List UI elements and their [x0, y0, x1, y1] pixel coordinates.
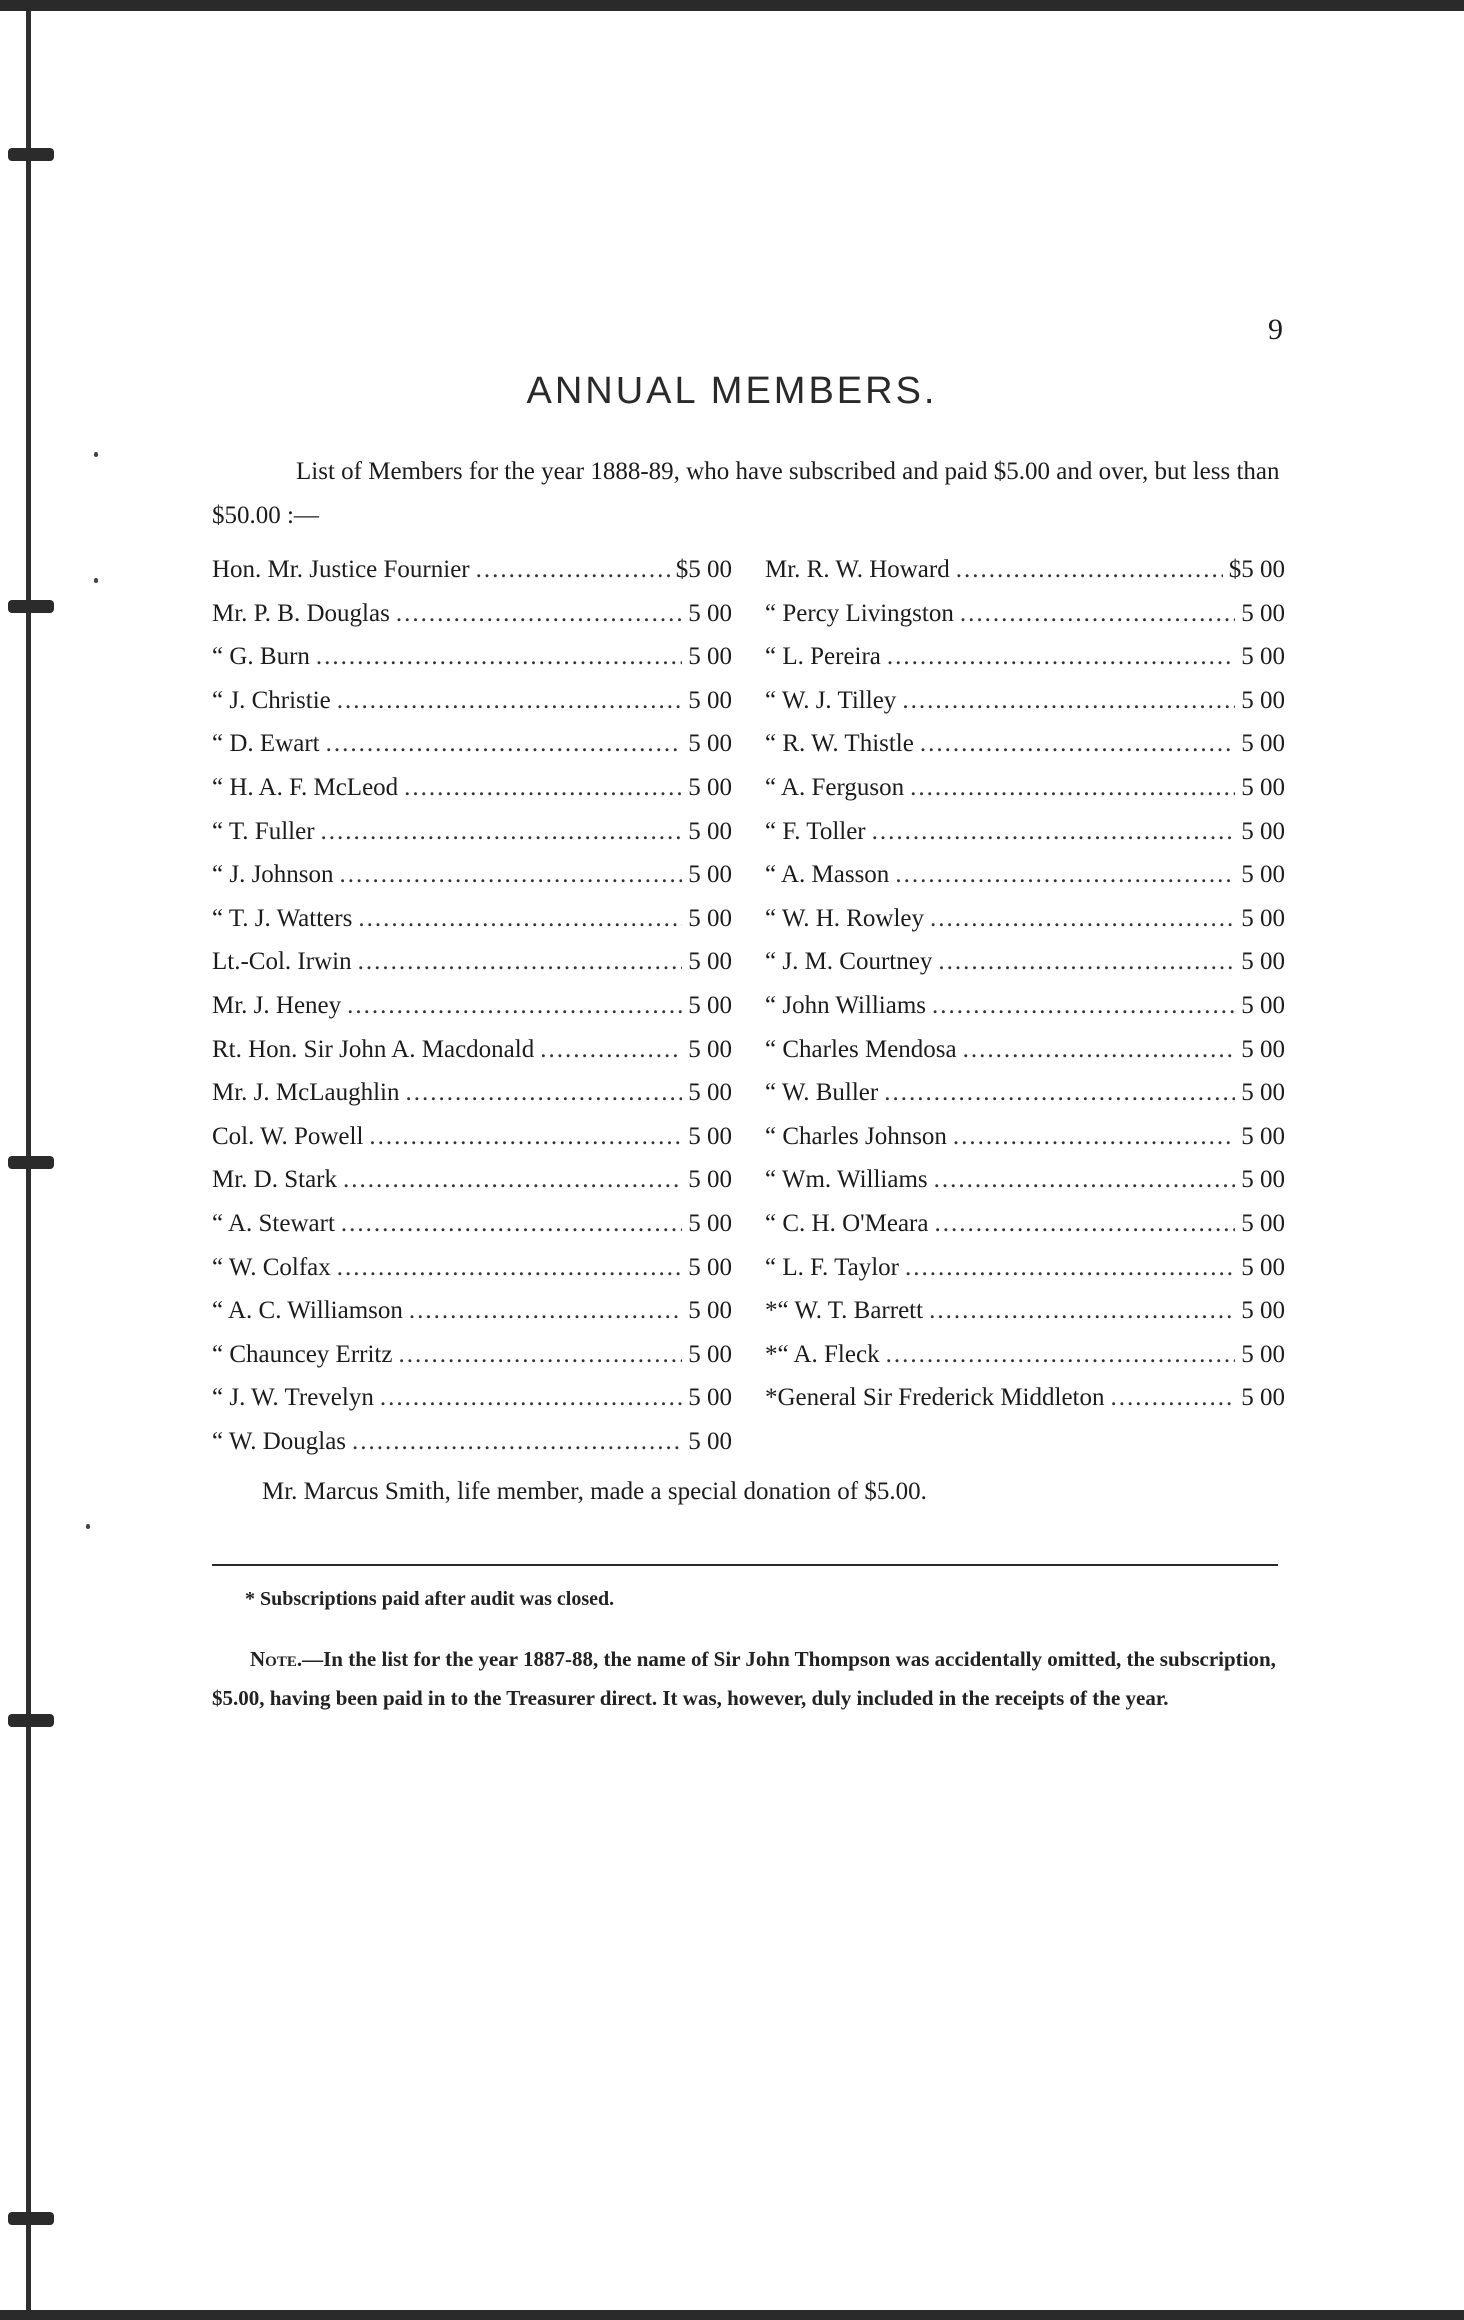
member-row — [212, 948, 732, 992]
dot-leader — [910, 774, 1235, 802]
asterisk-footnote: * Subscriptions paid after audit was closed. — [245, 1588, 615, 1610]
member-amount: $5 00 — [675, 556, 732, 583]
member-name: Mr. R. W. Howard — [765, 556, 950, 583]
member-amount: 5 00 — [688, 773, 732, 801]
member-amount: 5 00 — [1241, 686, 1285, 714]
member-row — [212, 1341, 732, 1385]
member-name: “ W. Douglas — [212, 1427, 347, 1455]
dot-leader — [347, 992, 682, 1020]
member-name: “ R. W. Thistle — [765, 730, 914, 758]
member-amount: 5 00 — [688, 1384, 732, 1412]
member-amount: 5 00 — [688, 1427, 732, 1455]
member-amount: 5 00 — [688, 817, 732, 845]
dot-leader — [920, 730, 1235, 758]
note-label: Note. — [250, 1647, 303, 1671]
member-name: “ John Williams — [765, 991, 927, 1019]
dot-leader — [872, 818, 1236, 846]
dot-leader — [343, 1166, 682, 1194]
member-name: Hon. Mr. Justice Fournier — [212, 556, 470, 583]
member-name: Rt. Hon. Sir John A. Macdonald — [212, 1035, 535, 1063]
member-amount: 5 00 — [688, 730, 732, 758]
member-row — [212, 1254, 732, 1298]
dot-leader — [340, 861, 683, 889]
binding-stitch — [8, 148, 54, 161]
special-donation-note: Mr. Marcus Smith, life member, made a special donation of $5.00. — [262, 1478, 927, 1505]
member-name: “ W. J. Tilley — [765, 686, 897, 714]
member-amount: 5 00 — [1241, 1209, 1285, 1237]
member-name: “ G. Burn — [212, 643, 310, 671]
member-amount: 5 00 — [688, 1035, 732, 1063]
member-row — [212, 861, 732, 905]
member-row — [765, 1123, 1285, 1167]
member-row — [212, 1123, 732, 1167]
dot-leader — [932, 992, 1235, 1020]
member-row — [765, 643, 1285, 687]
member-amount: 5 00 — [1241, 1253, 1285, 1281]
member-row — [765, 1210, 1285, 1254]
member-name: “ A. Stewart — [212, 1209, 335, 1237]
members-list-left — [212, 556, 732, 1471]
note-paragraph — [212, 1640, 1282, 1718]
member-row — [765, 905, 1285, 949]
dot-leader — [884, 1079, 1235, 1107]
member-name: Mr. J. McLaughlin — [212, 1079, 400, 1107]
member-name: “ A. C. Williamson — [212, 1297, 403, 1325]
member-amount: 5 00 — [688, 948, 732, 976]
member-row — [765, 1036, 1285, 1080]
member-amount: 5 00 — [1241, 1122, 1285, 1150]
member-amount: 5 00 — [688, 686, 732, 714]
dot-leader — [326, 730, 683, 758]
member-row — [212, 600, 732, 644]
member-name: “ W. H. Rowley — [765, 904, 925, 932]
member-amount: 5 00 — [688, 599, 732, 627]
binding-stitch — [8, 600, 54, 613]
member-row — [212, 905, 732, 949]
paper-speck — [94, 578, 98, 583]
member-row — [765, 1341, 1285, 1385]
member-row — [765, 1079, 1285, 1123]
member-amount: 5 00 — [688, 1297, 732, 1325]
member-row — [765, 1166, 1285, 1210]
dot-leader — [934, 1166, 1236, 1194]
member-row — [212, 1428, 732, 1472]
member-amount: 5 00 — [688, 1253, 732, 1281]
member-name: “ J. W. Trevelyn — [212, 1384, 374, 1412]
dot-leader — [902, 687, 1235, 715]
member-amount: 5 00 — [1241, 1297, 1285, 1325]
dot-leader — [956, 556, 1223, 584]
dot-leader — [369, 1123, 682, 1151]
member-row — [765, 1254, 1285, 1298]
member-amount: 5 00 — [1241, 817, 1285, 845]
member-amount: 5 00 — [1241, 1079, 1285, 1107]
member-row — [212, 1384, 732, 1428]
member-amount: 5 00 — [1241, 599, 1285, 627]
member-row — [212, 1166, 732, 1210]
member-amount: 5 00 — [1241, 1384, 1285, 1412]
dot-leader — [406, 1079, 683, 1107]
member-row — [765, 818, 1285, 862]
member-name: “ H. A. F. McLeod — [212, 773, 399, 801]
dot-leader — [886, 1341, 1236, 1369]
dot-leader — [1111, 1384, 1236, 1412]
member-amount: 5 00 — [688, 1340, 732, 1368]
dot-leader — [404, 774, 682, 802]
dot-leader — [960, 600, 1235, 628]
dot-leader — [895, 861, 1235, 889]
member-amount: 5 00 — [688, 904, 732, 932]
member-name: “ Wm. Williams — [765, 1166, 928, 1194]
member-name: “ T. J. Watters — [212, 904, 353, 932]
member-name: Col. W. Powell — [212, 1122, 364, 1150]
member-name: *“ A. Fleck — [765, 1340, 880, 1368]
member-row — [765, 1384, 1285, 1428]
member-name: “ Chauncey Erritz — [212, 1340, 393, 1368]
member-name: “ F. Toller — [765, 817, 866, 845]
member-name: “ Charles Mendosa — [765, 1035, 957, 1063]
binding-stitch — [8, 1156, 54, 1169]
member-name: “ L. Pereira — [765, 643, 881, 671]
member-row — [212, 774, 732, 818]
member-amount: 5 00 — [688, 643, 732, 671]
dot-leader — [352, 1428, 682, 1456]
member-row — [765, 730, 1285, 774]
dot-leader — [316, 643, 682, 671]
member-name: “ A. Masson — [765, 861, 890, 889]
member-amount: 5 00 — [1241, 1035, 1285, 1063]
member-row — [765, 556, 1285, 600]
member-row — [212, 1210, 732, 1254]
dot-leader — [953, 1123, 1235, 1151]
paper-speck — [86, 1524, 90, 1529]
dot-leader — [934, 1210, 1235, 1238]
dot-leader — [358, 905, 682, 933]
member-amount: 5 00 — [688, 1079, 732, 1107]
dot-leader — [398, 1341, 682, 1369]
member-name: Lt.-Col. Irwin — [212, 948, 352, 976]
member-name: “ Charles Johnson — [765, 1122, 947, 1150]
member-amount: 5 00 — [688, 1209, 732, 1237]
dot-leader — [341, 1210, 682, 1238]
member-row — [212, 992, 732, 1036]
dot-leader — [929, 1297, 1235, 1325]
member-row — [212, 730, 732, 774]
dot-leader — [409, 1297, 682, 1325]
dot-leader — [396, 600, 682, 628]
member-amount: 5 00 — [1241, 948, 1285, 976]
member-name: “ W. Buller — [765, 1079, 879, 1107]
member-row — [212, 687, 732, 731]
member-name: “ D. Ewart — [212, 730, 320, 758]
dot-leader — [337, 687, 683, 715]
member-row — [212, 1079, 732, 1123]
member-row — [212, 818, 732, 862]
binding-stitch — [8, 2212, 54, 2225]
member-name: “ J. Christie — [212, 686, 331, 714]
member-row — [212, 643, 732, 687]
dot-leader — [476, 556, 670, 584]
member-name: Mr. J. Heney — [212, 991, 342, 1019]
page-title: ANNUAL MEMBERS. — [526, 370, 938, 412]
member-name: “ J. M. Courtney — [765, 948, 933, 976]
member-name: *“ W. T. Barrett — [765, 1297, 924, 1325]
member-row — [765, 861, 1285, 905]
dot-leader — [930, 905, 1235, 933]
member-name: “ W. Colfax — [212, 1253, 331, 1281]
member-name: Mr. D. Stark — [212, 1166, 337, 1194]
member-name: “ L. F. Taylor — [765, 1253, 899, 1281]
member-amount: 5 00 — [1241, 1166, 1285, 1194]
member-amount: 5 00 — [1241, 1340, 1285, 1368]
member-amount: 5 00 — [688, 1122, 732, 1150]
member-name: “ Percy Livingston — [765, 599, 954, 627]
scan-top-edge — [0, 0, 1464, 11]
dot-leader — [905, 1254, 1235, 1282]
intro-paragraph: List of Members for the year 1888-89, who have subscribed and paid $5.00 and over, but less than $50.00 :— — [212, 458, 1280, 529]
dot-leader — [938, 948, 1235, 976]
member-name: Mr. P. B. Douglas — [212, 599, 390, 627]
member-amount: 5 00 — [1241, 861, 1285, 889]
member-row — [212, 556, 732, 600]
member-row — [765, 992, 1285, 1036]
member-row — [765, 1297, 1285, 1341]
member-amount: 5 00 — [1241, 991, 1285, 1019]
member-row — [765, 948, 1285, 992]
member-row — [212, 1036, 732, 1080]
member-amount: $5 00 — [1228, 556, 1285, 583]
page-number: 9 — [1268, 313, 1283, 346]
members-list-right — [765, 556, 1285, 1428]
dot-leader — [887, 643, 1235, 671]
member-amount: 5 00 — [1241, 773, 1285, 801]
dot-leader — [321, 818, 683, 846]
member-amount: 5 00 — [688, 861, 732, 889]
paper-speck — [94, 452, 98, 457]
member-row — [765, 600, 1285, 644]
dot-leader — [337, 1254, 683, 1282]
member-name: “ J. Johnson — [212, 861, 334, 889]
dot-leader — [358, 948, 683, 976]
member-amount: 5 00 — [688, 1166, 732, 1194]
dot-leader — [963, 1036, 1236, 1064]
binding-stitch — [8, 1714, 54, 1727]
dot-leader — [540, 1036, 682, 1064]
footnote-rule — [212, 1564, 1278, 1566]
member-amount: 5 00 — [1241, 643, 1285, 671]
member-name: “ C. H. O'Meara — [765, 1209, 929, 1237]
scan-bottom-edge — [0, 2310, 1464, 2320]
dot-leader — [380, 1384, 682, 1412]
member-name: *General Sir Frederick Middleton — [765, 1384, 1105, 1412]
member-amount: 5 00 — [1241, 730, 1285, 758]
member-row — [212, 1297, 732, 1341]
member-name: “ A. Ferguson — [765, 773, 905, 801]
member-amount: 5 00 — [1241, 904, 1285, 932]
member-row — [765, 774, 1285, 818]
member-row — [765, 687, 1285, 731]
member-name: “ T. Fuller — [212, 817, 315, 845]
member-amount: 5 00 — [688, 991, 732, 1019]
note-text: —In the list for the year 1887-88, the name of Sir John Thompson was accidentally omitted, the subscription, $5.00, having been paid in to the Treasurer direct. It was, however, duly included in the receipts of the year. — [212, 1647, 1276, 1710]
